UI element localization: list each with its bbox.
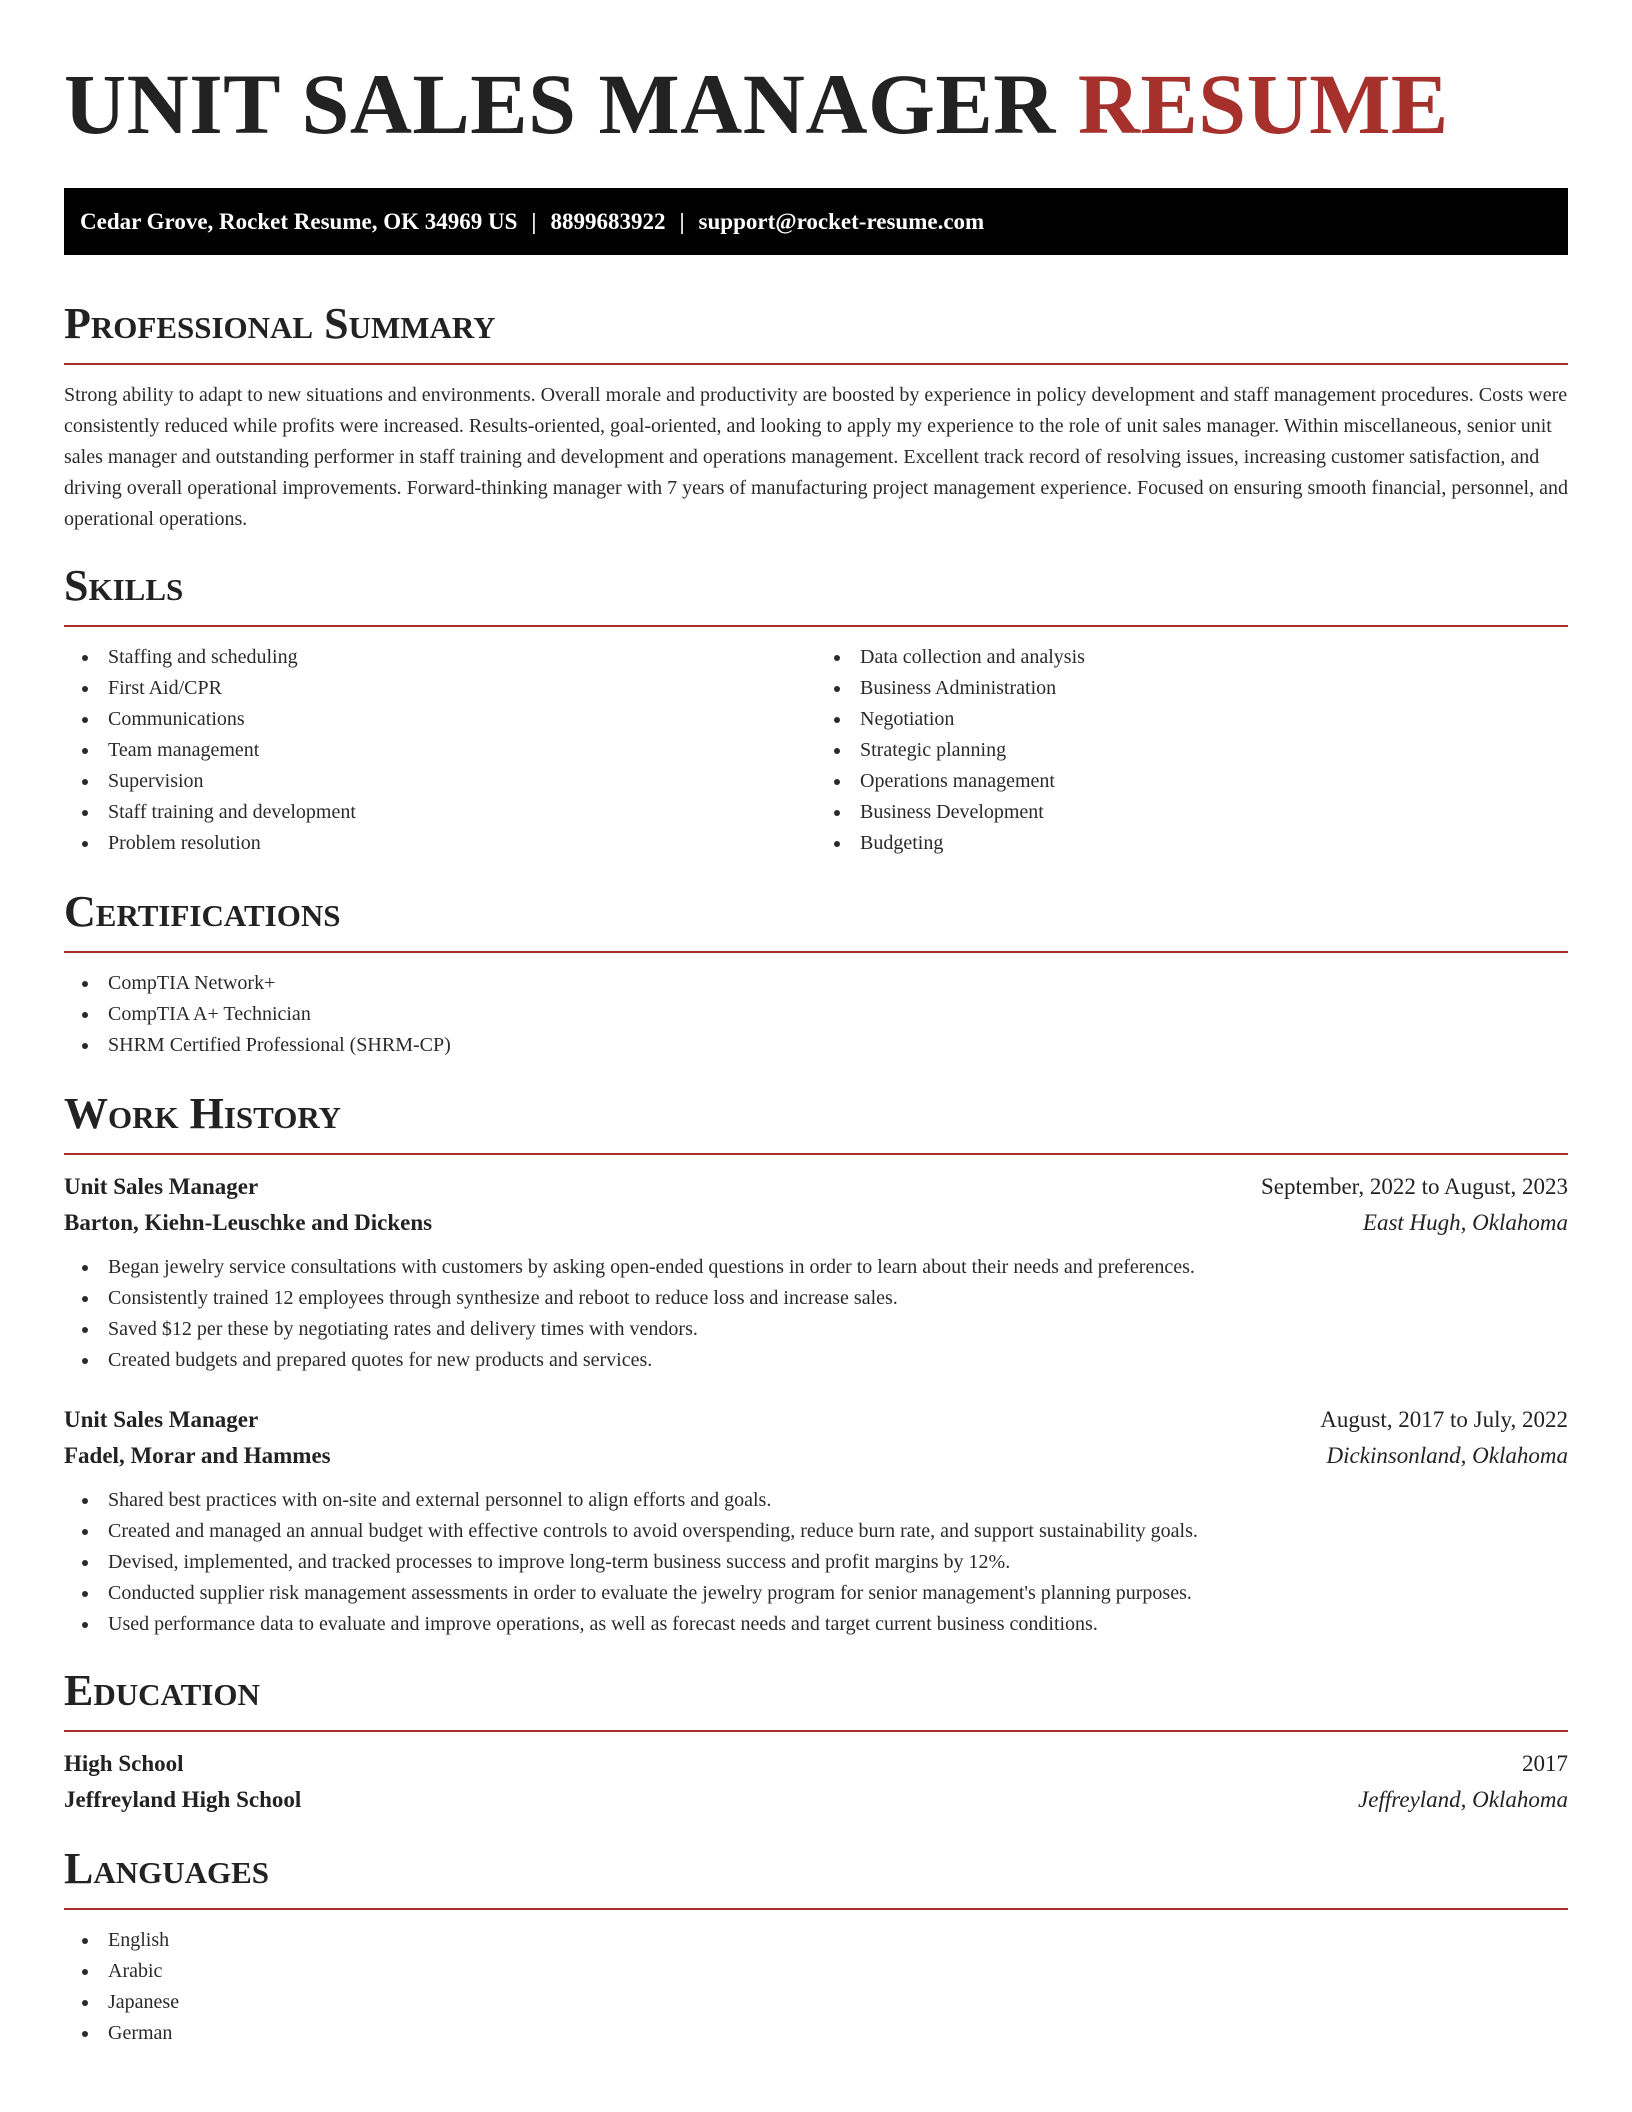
- job-title: Unit Sales Manager: [64, 1174, 259, 1199]
- job-entry: [64, 1169, 1568, 1376]
- job-bullets: [64, 1252, 1568, 1376]
- skill-item: Problem resolution: [64, 828, 816, 859]
- skill-item: Supervision: [64, 766, 816, 797]
- skills-section: [64, 561, 1568, 859]
- education-school: Jeffreyland High School: [64, 1787, 302, 1812]
- certifications-heading: Certifications: [64, 887, 341, 936]
- job-company-row: [64, 1205, 1568, 1241]
- contact-address: Cedar Grove, Rocket Resume, OK 34969 US: [80, 208, 518, 234]
- skills-grid: [64, 627, 1568, 859]
- job-dates: September, 2022 to August, 2023: [1260, 1174, 1568, 1199]
- languages-list: [64, 1925, 1568, 2049]
- language-item: German: [64, 2018, 1568, 2049]
- certification-item: SHRM Certified Professional (SHRM-CP): [64, 1030, 1568, 1061]
- skill-item: Staffing and scheduling: [64, 642, 816, 673]
- skill-item: Data collection and analysis: [816, 642, 1568, 673]
- education-school-row: [64, 1782, 1568, 1818]
- contact-separator: |: [531, 208, 537, 234]
- skill-item: Business Development: [816, 797, 1568, 828]
- contact-phone[interactable]: 8899683922: [550, 208, 666, 234]
- job-dates: August, 2017 to July, 2022: [1320, 1407, 1568, 1432]
- language-item: Arabic: [64, 1956, 1568, 1987]
- skill-item: Operations management: [816, 766, 1568, 797]
- job-bullets: [64, 1485, 1568, 1640]
- job-bullet: Saved $12 per these by negotiating rates and delivery times with vendors.: [64, 1314, 1568, 1345]
- skill-item: First Aid/CPR: [64, 673, 816, 704]
- contact-email[interactable]: support@rocket-resume.com: [698, 208, 985, 234]
- job-company-row: [64, 1438, 1568, 1474]
- job-company: Barton, Kiehn-Leuschke and Dickens: [64, 1210, 433, 1235]
- skill-item: Team management: [64, 735, 816, 766]
- contact-bar: [64, 188, 1568, 255]
- language-item: English: [64, 1925, 1568, 1956]
- languages-section: [64, 1844, 1568, 2049]
- section-divider: [64, 1153, 1568, 1155]
- work-history-section: [64, 1089, 1568, 1640]
- job-title: Unit Sales Manager: [64, 1407, 259, 1432]
- education-degree-row: [64, 1746, 1568, 1782]
- job-company: Fadel, Morar and Hammes: [64, 1443, 331, 1468]
- skill-item: Negotiation: [816, 704, 1568, 735]
- job-bullet: Shared best practices with on-site and external personnel to align efforts and goals.: [64, 1485, 1568, 1516]
- education-degree: High School: [64, 1751, 184, 1776]
- job-location: Dickinsonland, Oklahoma: [1326, 1443, 1568, 1468]
- job-bullet: Used performance data to evaluate and improve operations, as well as forecast needs and target current business conditions.: [64, 1609, 1568, 1640]
- certifications-list: [64, 968, 1568, 1061]
- title-main: UNIT SALES MANAGER: [64, 56, 1056, 152]
- skill-item: Staff training and development: [64, 797, 816, 828]
- certifications-section: [64, 887, 1568, 1061]
- job-title-row: [64, 1169, 1568, 1205]
- education-entry: [64, 1746, 1568, 1818]
- section-divider: [64, 951, 1568, 953]
- section-divider: [64, 1908, 1568, 1910]
- job-bullet: Conducted supplier risk management assessments in order to evaluate the jewelry program for senior management's planning purposes.: [64, 1578, 1568, 1609]
- education-year: 2017: [1522, 1751, 1568, 1776]
- languages-heading: Languages: [64, 1844, 270, 1893]
- section-divider: [64, 1730, 1568, 1732]
- job-bullet: Created and managed an annual budget with effective controls to avoid overspending, reduce burn rate, and support sustainability goals.: [64, 1516, 1568, 1547]
- work-history-heading: Work History: [64, 1089, 342, 1138]
- skill-item: Budgeting: [816, 828, 1568, 859]
- skill-item: Communications: [64, 704, 816, 735]
- contact-separator: |: [679, 208, 685, 234]
- skills-heading: Skills: [64, 561, 184, 610]
- job-location: East Hugh, Oklahoma: [1362, 1210, 1568, 1235]
- job-title-row: [64, 1402, 1568, 1438]
- education-section: [64, 1666, 1568, 1818]
- job-bullet: Consistently trained 12 employees through synthesize and reboot to reduce loss and increase sales.: [64, 1283, 1568, 1314]
- language-item: Japanese: [64, 1987, 1568, 2018]
- job-bullet: Began jewelry service consultations with customers by asking open-ended questions in order to learn about their needs and preferences.: [64, 1252, 1568, 1283]
- skills-list-left: [64, 642, 816, 859]
- job-bullet: Created budgets and prepared quotes for new products and services.: [64, 1345, 1568, 1376]
- job-bullet: Devised, implemented, and tracked processes to improve long-term business success and profit margins by 12%.: [64, 1547, 1568, 1578]
- certification-item: CompTIA Network+: [64, 968, 1568, 999]
- title-accent: RESUME: [1077, 56, 1449, 152]
- summary-section: [64, 299, 1568, 535]
- skill-item: Strategic planning: [816, 735, 1568, 766]
- section-divider: [64, 363, 1568, 365]
- skill-item: Business Administration: [816, 673, 1568, 704]
- education-heading: Education: [64, 1666, 260, 1715]
- summary-text: Strong ability to adapt to new situations and environments. Overall morale and productivity are boosted by experience in policy development and staff management procedures. Costs were consistently reduced while profits were increased. Results-oriented, goal-oriented, and looking to apply my experience to the role of unit sales manager. Within miscellaneous, senior unit sales manager and outstanding performer in staff training and development and operations management. Excellent track record of resolving issues, increasing customer satisfaction, and driving overall operational improvements. Forward-thinking manager with 7 years of manufacturing project management experience. Focused on ensuring smooth financial, personnel, and operational operations.: [64, 384, 1568, 530]
- education-location: Jeffreyland, Oklahoma: [1358, 1787, 1568, 1812]
- certification-item: CompTIA A+ Technician: [64, 999, 1568, 1030]
- skills-list-right: [816, 642, 1568, 859]
- job-entry: [64, 1402, 1568, 1640]
- resume-title: [64, 58, 1568, 150]
- summary-heading: Professional Summary: [64, 299, 496, 348]
